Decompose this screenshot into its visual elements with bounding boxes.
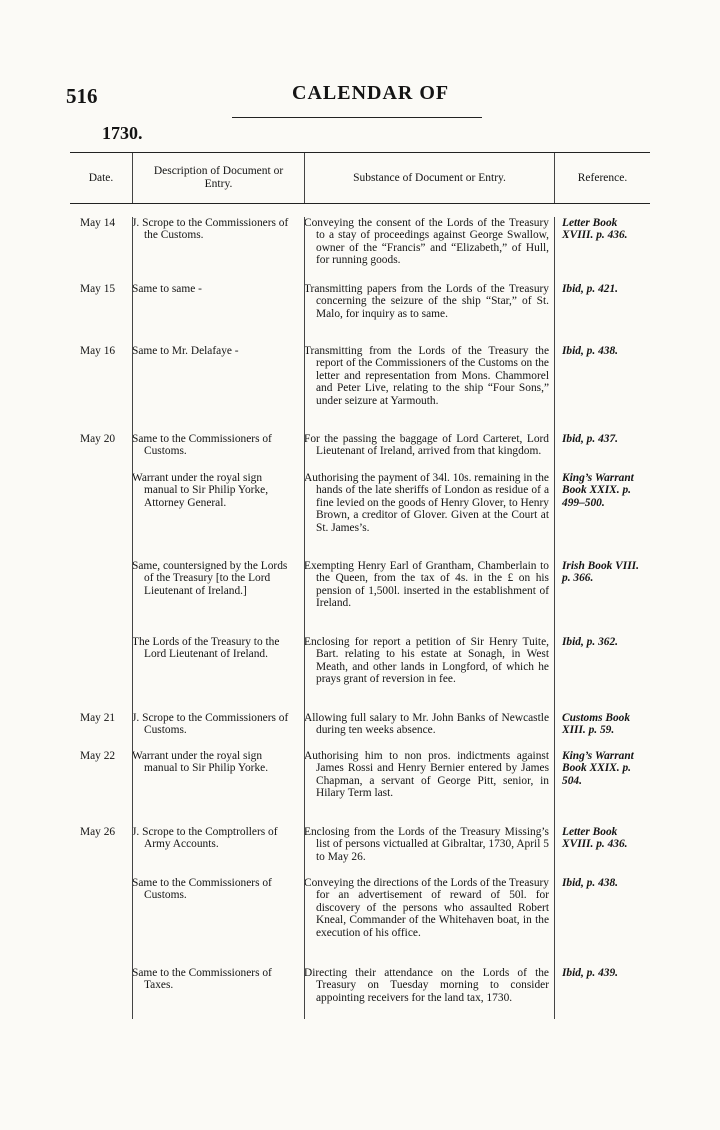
table-row: [70, 826, 650, 877]
entry-description: Warrant under the royal sign manual to Sir Philip Yorke.: [132, 750, 269, 775]
entry-date: May 20: [80, 433, 116, 445]
entry-substance: Enclosing for report a petition of Sir Henry Tuite, Bart. relating to his estate at Sonagh, in West Meath, and other lands in Longford, of which he prays grant of reversion in fee.: [304, 636, 549, 686]
table-row: [70, 967, 650, 1019]
entry-date: May 22: [80, 750, 116, 762]
table-row: [70, 472, 650, 560]
entry-substance: Authorising the payment of 34l. 10s. remaining in the hands of the late sheriffs of London as residue of a fine levied on the goods of Henry Glover, to Henry Brown, a creditor of Glover. Given at the Court at St. James’s.: [304, 472, 549, 534]
column-header-description: Description of Document or Entry.: [132, 153, 304, 203]
running-head: CALENDAR OF: [292, 82, 450, 104]
entry-description: Warrant under the royal sign manual to Sir Philip Yorke, Attorney General.: [132, 472, 269, 509]
column-divider: [304, 217, 305, 1019]
table-row: [70, 560, 650, 636]
entry-reference: Irish Book VIII. p. 366.: [562, 560, 639, 585]
page-number: 516: [66, 84, 98, 108]
entry-date: [70, 967, 132, 1019]
entry-reference: Customs Book XIII. p. 59.: [562, 712, 631, 737]
entry-reference: Ibid, p. 438.: [562, 877, 619, 889]
column-divider: [132, 217, 133, 1019]
entry-substance: Transmitting from the Lords of the Treasury the report of the Commissioners of the Customs on the letter and representation from Mons. Chammorel and Peter Live, relating to the ship “Four Sons,” under seizure at Yarmouth.: [304, 345, 549, 407]
entry-substance: Conveying the consent of the Lords of the Treasury to a stay of proceedings against George Swallow, owner of the “Francis” and “Elizabeth,” of Hull, for running goods.: [304, 217, 549, 267]
entry-description: Same to the Commissioners of Customs.: [132, 433, 272, 458]
table-row: [70, 345, 650, 433]
table-row: [70, 283, 650, 345]
column-header-reference: Reference.: [554, 153, 650, 203]
entry-reference: Ibid, p. 362.: [562, 636, 619, 648]
entry-substance: For the passing the baggage of Lord Carteret, Lord Lieutenant of Ireland, arrived from that kingdom.: [304, 433, 549, 458]
entry-substance: Conveying the directions of the Lords of the Treasury for an advertisement of reward of 50l. for discovery of the persons who assaulted Robert Kneal, Commander of the Whitehaven boat, in the execution of his office.: [304, 877, 549, 939]
entry-reference: King’s Warrant Book XXIX. p. 504.: [562, 750, 634, 787]
entry-reference: Letter Book XVIII. p. 436.: [562, 826, 628, 851]
entry-date: May 26: [80, 826, 116, 838]
entry-reference: Ibid, p. 438.: [562, 345, 619, 357]
table-body: [70, 217, 650, 1019]
entry-description: J. Scrope to the Commissioners of Customs.: [132, 712, 289, 737]
entry-reference: King’s Warrant Book XXIX. p. 499–500.: [562, 472, 634, 509]
entry-date: May 16: [80, 345, 116, 357]
entry-date: [70, 560, 132, 636]
column-header-date: Date.: [88, 171, 114, 184]
table-header-row: [70, 152, 650, 204]
entry-description: Same to the Commissioners of Taxes.: [132, 967, 272, 992]
entry-description: The Lords of the Treasury to the Lord Lieutenant of Ireland.: [132, 636, 280, 661]
table-row: [70, 750, 650, 826]
calendar-table: [70, 152, 650, 1019]
table-row: [70, 433, 650, 472]
entry-reference: Ibid, p. 439.: [562, 967, 619, 979]
entry-description: Same to Mr. Delafaye -: [132, 345, 239, 357]
column-divider: [554, 217, 555, 1019]
entry-description: Same to the Commissioners of Customs.: [132, 877, 272, 902]
entry-substance: Enclosing from the Lords of the Treasury Missing’s list of persons victualled at Gibraltar, 1730, April 5 to May 26.: [304, 826, 549, 863]
entry-substance: Authorising him to non pros. indictments against James Rossi and Henry Bernier entered by James Chapman, a servant of George Pitt, senior, in Hilary Term last.: [304, 750, 549, 800]
table-row: [70, 636, 650, 712]
entry-date: [70, 472, 132, 560]
entry-date: [70, 877, 132, 967]
header-rule: [232, 117, 482, 118]
entry-substance: Exempting Henry Earl of Grantham, Chamberlain to the Queen, from the tax of 4s. in the £ on his pension of 1,500l. inserted in the establishment of Ireland.: [304, 560, 549, 610]
table-row: [70, 877, 650, 967]
entry-substance: Allowing full salary to Mr. John Banks of Newcastle during ten weeks absence.: [304, 712, 549, 737]
entry-description: Same to same -: [132, 283, 202, 295]
column-header-substance: Substance of Document or Entry.: [304, 153, 554, 203]
entry-date: [70, 636, 132, 712]
entry-substance: Transmitting papers from the Lords of the Treasury concerning the seizure of the ship “Star,” of St. Malo, for inquiry as to same.: [304, 283, 549, 320]
entry-reference: Letter Book XVIII. p. 436.: [562, 217, 628, 242]
entry-description: Same, countersigned by the Lords of the Treasury [to the Lord Lieutenant of Ireland.]: [132, 560, 288, 597]
entry-reference: Ibid, p. 437.: [562, 433, 619, 445]
table-row: [70, 712, 650, 750]
table-row: [70, 217, 650, 279]
entry-date: May 15: [80, 283, 116, 295]
entry-substance: Directing their attendance on the Lords of the Treasury on Tuesday morning to consider appointing receivers for the land tax, 1730.: [304, 967, 549, 1004]
year-heading: 1730.: [102, 123, 143, 143]
entry-date: May 14: [80, 217, 116, 229]
entry-date: May 21: [80, 712, 116, 724]
entry-description: J. Scrope to the Comptrollers of Army Accounts.: [132, 826, 278, 851]
entry-reference: Ibid, p. 421.: [562, 283, 619, 295]
entry-description: J. Scrope to the Commissioners of the Customs.: [132, 217, 289, 242]
